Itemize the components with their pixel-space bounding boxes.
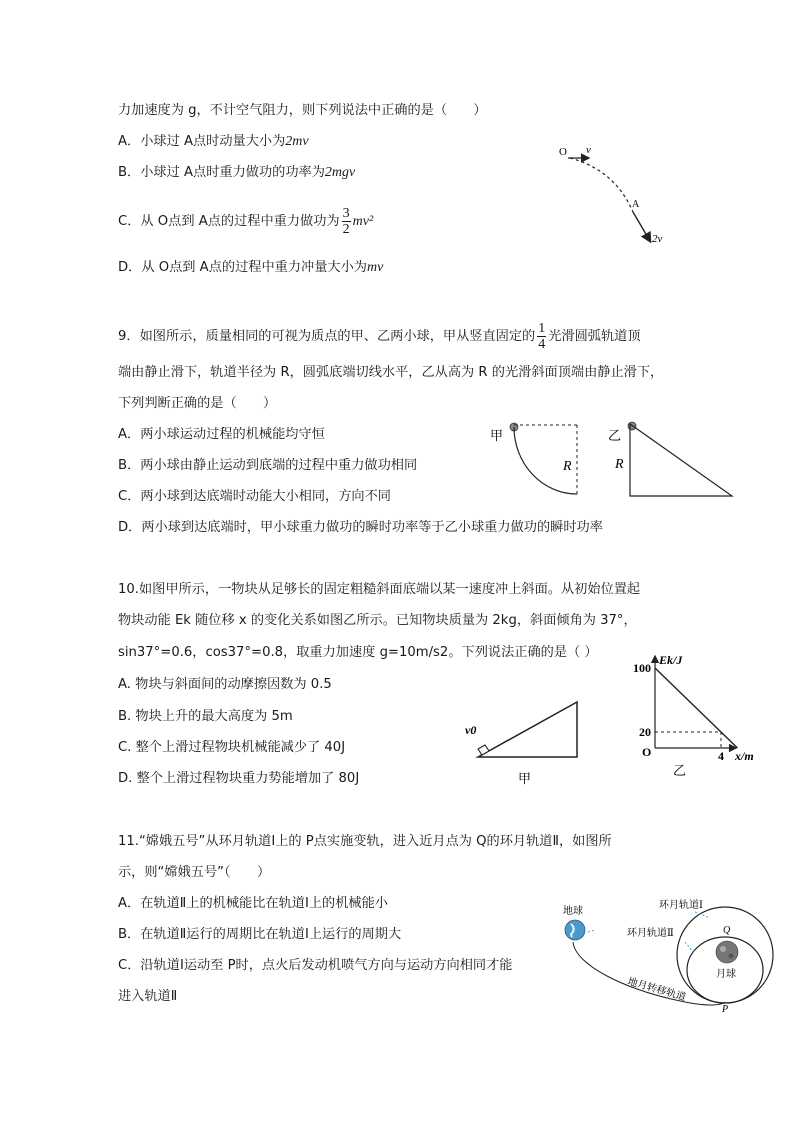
ek-y-axis-label: Ek/J [659,653,683,667]
q10-option-a: A. 物块与斜面间的动摩擦因数为 0.5 [118,677,332,692]
q8-fig-v-label: v [586,144,591,156]
ek-ytick-100: 100 [633,661,651,675]
q8-fig-trajectory-path [570,158,633,212]
q8-c-expr: mv² [352,214,374,229]
q11-fig-earth-label: 地球 [563,906,583,917]
q10-ek-x-chart [615,653,765,778]
ek-ytick-20: 20 [639,725,651,739]
q11-fig-earth-icon [565,920,585,940]
q9-arc-figure [488,418,598,508]
q11-fig-moon-crater-2 [729,954,734,959]
q8-trajectory-figure [555,140,685,250]
q8-fig-2v-label: 2v [652,233,663,245]
q8-fig-2v-arrow [633,212,650,241]
q11-option-a: A．在轨道Ⅱ上的机械能比在轨道Ⅰ上的机械能小 [118,896,388,911]
q10-stem-line3: sin37°=0.6，cos37°=0.8，取重力加速度 g=10m/s2。下列说法正确的是（ ） [118,645,598,660]
q10-stem-line2: 物块动能 Ek 随位移 x 的变化关系如图乙所示。已知物块质量为 2kg，斜面倾角为 37°， [118,613,637,628]
ek-xtick-4: 4 [718,749,724,763]
q9-option-c: C．两小球到达底端时动能大小相同，方向不同 [118,489,391,504]
q11-fig-transfer-label: 地月转移轨道 [626,976,687,1004]
q8-option-a: A．小球过 A点时动量大小为2mv [118,134,309,149]
q8-option-b: B．小球过 A点时重力做功的功率为2mgv [118,165,356,180]
q8-a-expr: 2mv [285,134,309,149]
q9-quarter-fraction: $\frac{1}{4}$ [538,320,546,352]
q9-stem-line3: 下列判断正确的是（ ） [118,396,277,411]
ek-series-line [655,668,738,748]
q9-fig-yi-label: 乙 [608,428,622,443]
q8-option-c: C．从 O点到 A点的过程中重力做功为 $\frac{3}{2}$ mv² [118,205,374,237]
q9-fig-jia-label: 甲 [490,428,504,443]
q11-stem-line1: 11.“嫦娥五号”从环月轨道Ⅰ上的 P点实施变轨，进入近月点为 Q的环月轨道Ⅱ，如图所 [118,834,612,849]
ek-origin-label: O [642,745,652,759]
q10-stem-line1: 10.如图甲所示，一物块从足够长的固定粗糙斜面底端以某一速度冲上斜面。从初始位置起 [118,582,641,597]
q8-d-expr: mv [366,260,384,275]
q11-fig-earth-pointer [588,930,595,932]
q11-fig-p-label: P [722,1004,729,1015]
q9-option-a: A．两小球运动过程的机械能均守恒 [118,427,325,442]
q10-fig-incline [478,702,577,757]
q11-fig-moon-label: 月球 [716,969,736,980]
q11-fig-orbit1-label: 环月轨道Ⅰ [659,900,703,911]
q11-fig-q-label: Q [723,925,731,936]
q9-fig-incline [630,424,732,496]
q10-option-b: B. 物块上升的最大高度为 5m [118,709,293,724]
q11-fig-moon-icon [716,941,738,963]
q10-fig-jia-caption: 甲 [518,771,532,786]
q9-incline-figure [608,418,743,508]
ek-x-axis-label: x/m [735,749,754,763]
q9-stem-line2: 端由静止滑下，轨道半径为 R，圆弧底端切线水平，乙从高为 R 的光滑斜面顶端由静止滑下， [118,365,664,380]
q11-fig-moon-crater [720,946,726,952]
q8-fig-origin-label: O [559,146,567,158]
q8-option-d: D．从 O点到 A点的过程中重力冲量大小为mv [118,260,384,275]
q10-option-c: C. 整个上滑过程物块机械能减少了 40J [118,740,346,755]
q11-fig-orbit2-pointer [685,942,693,952]
q9-option-b: B．两小球由静止运动到底端的过程中重力做功相同 [118,458,418,473]
q11-option-c-line2: 进入轨道Ⅱ [118,989,178,1004]
q9-fig-r-label-jia: R [563,459,572,474]
q8-stem-tail: 力加速度为 g，不计空气阻力，则下列说法中正确的是（ ） [118,103,487,118]
q10-fig-v0-label: v0 [465,723,477,737]
q9-option-d: D．两小球到达底端时，甲小球重力做功的瞬时功率等于乙小球重力做功的瞬时功率 [118,520,603,535]
q11-fig-transfer-orbit [573,942,725,1005]
q11-option-c-line1: C．沿轨道Ⅰ运动至 P时，点火后发动机喷气方向与运动方向相同才能 [118,958,513,973]
q11-option-b: B．在轨道Ⅱ运行的周期比在轨道Ⅰ上运行的周期大 [118,927,402,942]
q9-stem-line1: 9．如图所示，质量相同的可视为质点的甲、乙两小球，甲从竖直固定的 $\frac{1}{4}$ 光滑圆弧轨道顶 [118,320,641,352]
q10-option-d: D. 整个上滑过程物块重力势能增加了 80J [118,771,360,786]
q9-fig-r-label-yi: R [615,457,624,472]
q8-b-expr: 2mgv [324,165,356,180]
q11-orbit-figure [555,890,785,1015]
ek-chart-caption: 乙 [673,763,687,778]
q11-stem-line2: 示，则“嫦娥五号”（ ） [118,865,271,880]
q8-fig-a-label: A [632,199,640,210]
q8-c-fraction: $\frac{3}{2}$ [342,205,350,237]
q10-incline-figure-jia [460,697,590,792]
q10-fig-block [478,745,489,755]
q11-fig-orbit2-label: 环月轨道Ⅱ [627,928,674,939]
